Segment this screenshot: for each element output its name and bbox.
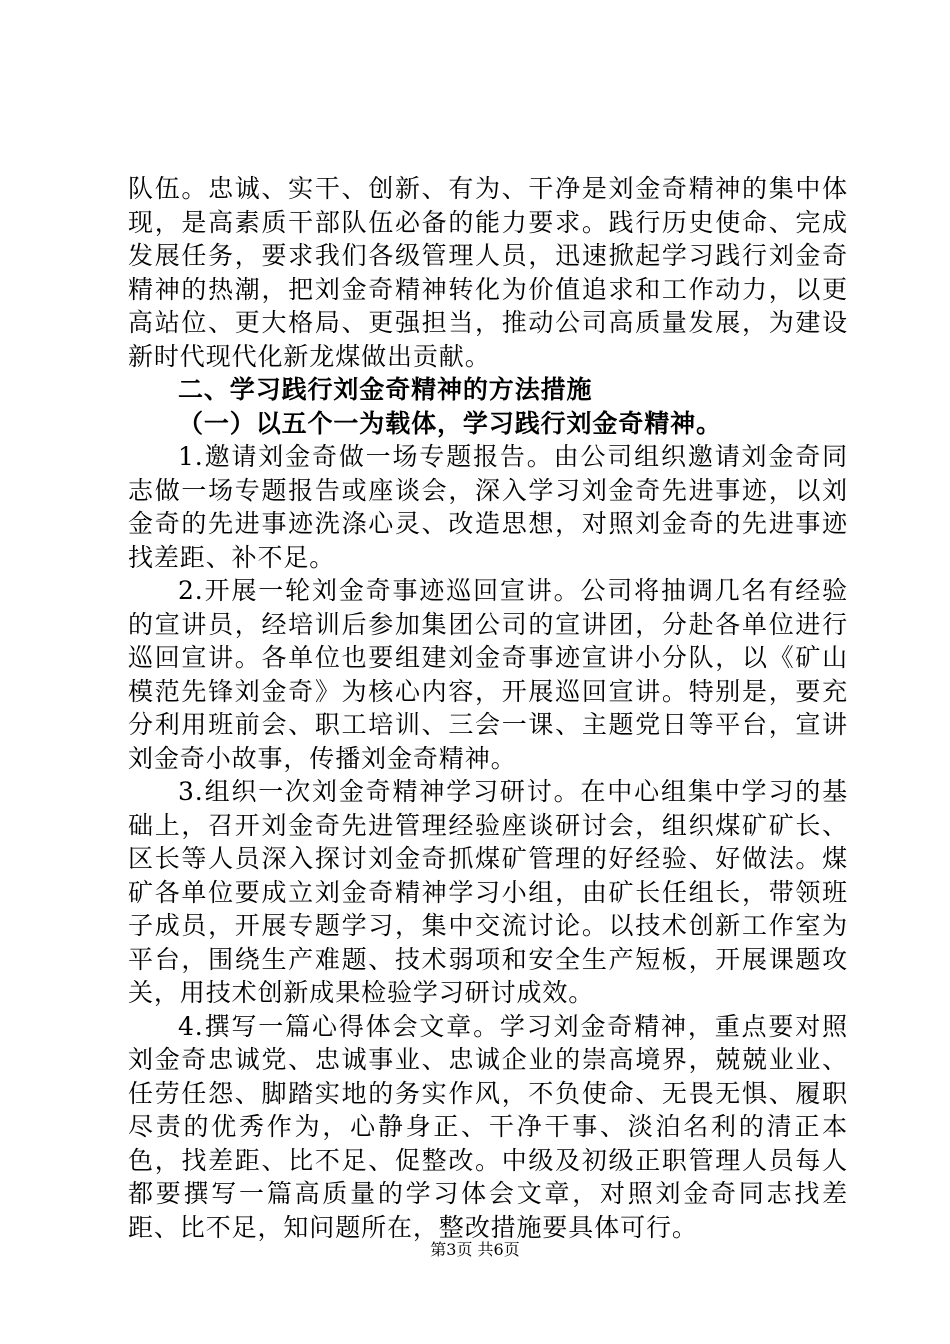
subsection-heading: （一）以五个一为载体，学习践行刘金奇精神。 xyxy=(178,408,722,438)
paragraph-item-2: 2.开展一轮刘金奇事迹巡回宣讲。公司将抽调几名有经验的宣讲员，经培训后参加集团公司的宣讲团，分赴各单位进行巡回宣讲。各单位也要组建刘金奇事迹宣讲小分队，以《矿山模范先锋刘金奇》为核心内容，开展巡回宣讲。特别是，要充分利用班前会、职工培训、三会一课、主题党日等平台，宣讲刘金奇小故事，传播刘金奇精神。 xyxy=(128,576,848,773)
paragraph-item-3: 3.组织一次刘金奇精神学习研讨。在中心组集中学习的基础上，召开刘金奇先进管理经验座谈研讨会，组织煤矿矿长、区长等人员深入探讨刘金奇抓煤矿管理的好经验、好做法。煤矿各单位要成立刘金奇精神学习小组，由矿长任组长，带领班子成员，开展专题学习，集中交流讨论。以技术创新工作室为平台，围绕生产难题、技术弱项和安全生产短板，开展课题攻关，用技术创新成果检验学习研讨成效。 xyxy=(128,777,848,1007)
paragraph-continuation: 队伍。忠诚、实干、创新、有为、干净是刘金奇精神的集中体现，是高素质干部队伍必备的能力要求。践行历史使命、完成发展任务，要求我们各级管理人员，迅速掀起学习践行刘金奇精神的热潮，把刘金奇精神转化为价值追求和工作动力，以更高站位、更大格局、更强担当，推动公司高质量发展，为建设新时代现代化新龙煤做出贡献。 xyxy=(128,174,848,371)
section-heading: 二、学习践行刘金奇精神的方法措施 xyxy=(178,375,593,404)
document-body xyxy=(128,172,848,1244)
paragraph-item-1: 1.邀请刘金奇做一场专题报告。由公司组织邀请刘金奇同志做一场专题报告或座谈会，深入学习刘金奇先进事迹，以刘金奇的先进事迹洗涤心灵、改造思想，对照刘金奇的先进事迹找差距、补不足。 xyxy=(128,442,848,572)
page-footer: 第3页 共6页 xyxy=(430,1240,520,1259)
paragraph-item-4: 4.撰写一篇心得体会文章。学习刘金奇精神，重点要对照刘金奇忠诚党、忠诚事业、忠诚企业的崇高境界，兢兢业业、任劳任怨、脚踏实地的务实作风，不负使命、无畏无惧、履职尽责的优秀作为，心静身正、干净干事、淡泊名利的清正本色，找差距、比不足、促整改。中级及初级正职管理人员每人都要撰写一篇高质量的学习体会文章，对照刘金奇同志找差距、比不足，知问题所在，整改措施要具体可行。 xyxy=(128,1011,848,1242)
